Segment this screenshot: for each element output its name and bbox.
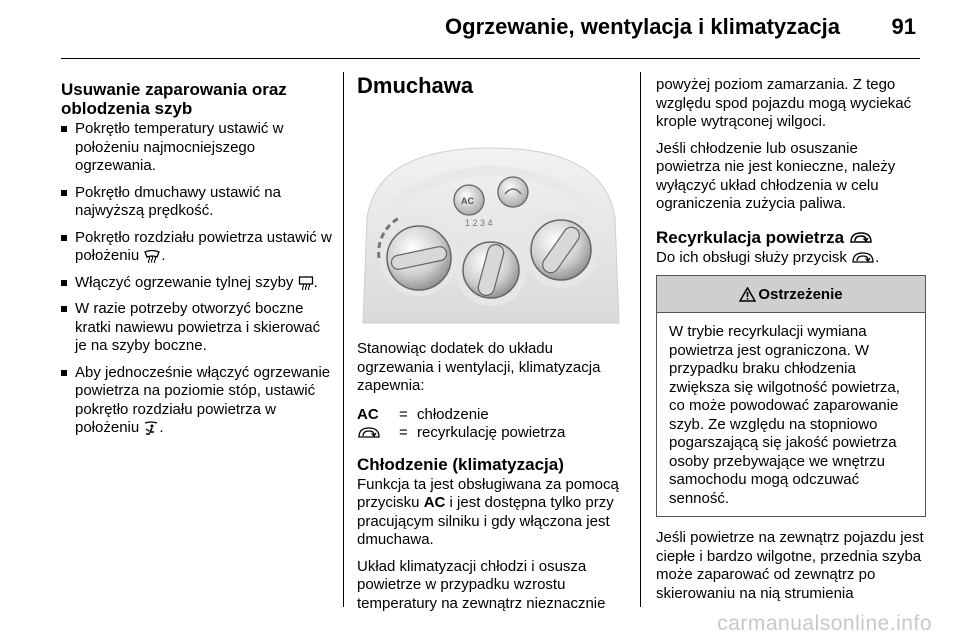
windshield-defrost-icon [143, 249, 161, 263]
definition-list [357, 406, 625, 443]
section-heading-cooling: Chłodzenie (klimatyzacja) [357, 454, 564, 474]
definition-recirculation: = recyrkulację powietrza [357, 424, 625, 443]
definition-value: chłodzenie [417, 405, 489, 423]
list-item: Pokrętło temperatury ustawić w położeniu najmocniejszego ogrzewania. [61, 120, 333, 176]
climate-control-illustration [357, 108, 625, 328]
bullet-icon [61, 280, 67, 286]
definition-key: AC [357, 405, 379, 423]
climate-intro: Stanowiąc dodatek do układu ogrzewania i wentylacji, klimatyzacja zapewnia: [357, 340, 601, 394]
svg-text:AC: AC [461, 196, 474, 206]
rear-window-heat-icon [298, 276, 314, 290]
recirculation-icon [357, 426, 381, 440]
column-defrost [61, 80, 333, 446]
warning-triangle-icon [739, 287, 756, 302]
watermark: carmanualsonline.info [717, 612, 932, 635]
paragraph: powyżej poziom zamarzania. Z tego względu spod pojazdu mogą wyciekać krople wytrąconej wilgoci. [656, 76, 912, 130]
page-header [0, 0, 960, 60]
definition-ac: AC = chłodzenie [357, 405, 489, 423]
bullet-icon [61, 126, 67, 132]
list-item: Pokrętło dmuchawy ustawić na najwyższą prędkość. [61, 184, 333, 221]
list-item: Aby jednocześnie włączyć ogrzewanie powietrza na poziomie stóp, ustawić pokrętło rozdziału powietrza w położeniu . [61, 364, 333, 438]
list-item: W razie potrzeby otworzyć boczne kratki nawiewu powietrza i skierować je na szyby boczne. [61, 300, 333, 356]
climate-panel-image [357, 108, 625, 328]
bullet-icon [61, 235, 67, 241]
section-heading-blower: Dmuchawa [357, 73, 474, 98]
warning-box [656, 275, 926, 517]
column-recirculation [656, 76, 926, 611]
footwell-defrost-icon [143, 420, 159, 436]
page-title: Ogrzewanie, wentylacja i klimatyzacja [445, 14, 840, 39]
column-blower [357, 72, 625, 621]
svg-text:1 2 3 4: 1 2 3 4 [465, 218, 493, 228]
section-heading-recirculation: Recyrkulacja powietrza [656, 228, 926, 247]
cooling-paragraph-2: Układ klimatyzacji chłodzi i osusza powietrze w przypadku wzrostu temperatury na zewnątrz nieznacznie [357, 557, 606, 612]
warning-body [657, 313, 925, 516]
definition-value: recyrkulację powietrza [417, 424, 566, 441]
column-divider [343, 72, 344, 607]
paragraph: Jeśli powietrze na zewnątrz pojazdu jest ciepłe i bardzo wilgotne, przednia szyba może zaparować od zewnątrz po skierowaniu na nią strumienia [656, 529, 924, 602]
list-item: Pokrętło rozdziału powietrza ustawić w położeniu . [61, 229, 333, 266]
bullet-icon [61, 370, 67, 376]
section-heading-defrost: Usuwanie zaparowania oraz oblodzenia szyb [61, 80, 287, 118]
warning-text: W trybie recyrkulacji wymiana powietrza jest ograniczona. W przypadku braku chłodzenia zwiększa się wilgotność powietrza, co może powodować zaparowanie szyb. Ze względu na stopniowo pogarszającą się jakość powietrza osoby przebywające we wnętrzu samochodu mogą odczuwać senność. [669, 323, 900, 507]
warning-title: Ostrzeżenie [758, 285, 843, 303]
header-rule [61, 58, 920, 59]
page-number: 91 [891, 14, 916, 39]
paragraph: Do ich obsługi służy przycisk . [656, 248, 880, 266]
bullet-icon [61, 190, 67, 196]
list-item: Włączyć ogrzewanie tylnej szyby . [61, 274, 333, 293]
definition-key [357, 424, 399, 443]
recirculation-icon [851, 251, 875, 265]
cooling-paragraph: Funkcja ta jest obsługiwana za pomocą przycisku AC i jest dostępna tylko przy pracującym silniku i gdy włączona jest dmuchawa. [357, 475, 619, 548]
defrost-steps [61, 120, 333, 438]
paragraph: Jeśli chłodzenie lub osuszanie powietrza nie jest konieczne, należy wyłączyć układ chłodzenia w celu ograniczenia zużycia paliwa. [656, 139, 896, 212]
bullet-icon [61, 306, 67, 312]
warning-header [657, 276, 925, 313]
column-divider [640, 72, 641, 607]
recirculation-icon [849, 231, 873, 245]
